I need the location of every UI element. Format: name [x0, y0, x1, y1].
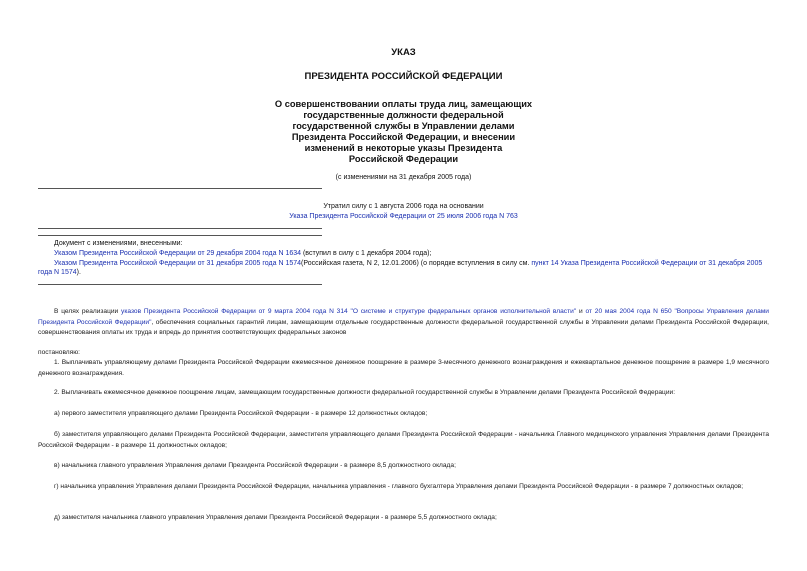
decree-link[interactable]: от 20 мая 2004 года N 650 "Вопросы Управления делами Президента Российской Федерации" [38, 308, 769, 326]
doc-title [0, 99, 807, 165]
divider [38, 235, 322, 236]
title-line: изменений в некоторые указы Президента [304, 143, 503, 153]
amendment-note: ). [76, 269, 81, 277]
amendment-note: (вступил в силу с 1 декабря 2004 года); [301, 250, 432, 257]
divider [38, 228, 322, 229]
doc-type: УКАЗ [391, 47, 416, 58]
paragraph-2: 2. Выплачивать ежемесячное денежное поощрение лицам, замещающим государственные должности федеральной государственной службы в Управлении делами Президента Российской Федерации: [54, 389, 676, 396]
title-line: Президента Российской Федерации, и внесении [291, 132, 516, 142]
title-line: О совершенствовании оплаты труда лиц, замещающих [274, 99, 533, 109]
amendment-note: (Российская газета, N 2, 12.01.2006) (о порядке вступления в силу см. [301, 260, 530, 267]
preamble-text: В целях реализации [54, 308, 122, 315]
clause-a: а) первого заместителя управляющего делами Президента Российской Федерации - в размере 12 должностных окладов; [54, 410, 428, 417]
clause-v: в) начальника главного управления Управления делами Президента Российской Федерации - в размере 8,5 должностного оклада; [54, 462, 456, 469]
decree-word: постановляю: [38, 349, 81, 356]
preamble-text: , обеспечения социальных гарантий лицам, замещающим отдельные государственные должности федеральной государственной службы в Управлении делами Президента Российской Федерации, совершенствования оплаты их труда и впредь до принятия соответствующих федеральных законов [38, 318, 769, 336]
clause-g: г) начальника управления Управления делами Президента Российской Федерации, начальника управления - главного бухгалтера Управления делами Президента Российской Федерации - в размере 7 должностных окладов; [54, 483, 744, 490]
title-line: государственные должности федеральной [303, 110, 504, 120]
decree-link[interactable]: указов Президента Российской Федерации от 9 марта 2004 года N 314 "О системе и структуре федеральных органов исполнительной власти" [121, 308, 577, 315]
preamble [38, 307, 769, 339]
title-line: Российской Федерации [348, 154, 459, 164]
divider [38, 188, 322, 189]
paragraph-1: 1. Выплачивать управляющему делами Президента Российской Федерации ежемесячное денежное поощрение в размере 3-месячного денежного вознаграждения и ежеквартальное денежное поощрение в размере 1,9 месячного денежного вознаграждения. [38, 359, 769, 377]
preamble-text: и [576, 308, 586, 315]
expired-link[interactable]: Указа Президента Российской Федерации от 25 июля 2006 года N 763 [289, 213, 518, 220]
expired-text: Утратил силу с 1 августа 2006 года на основании [323, 203, 484, 210]
title-line: государственной службы в Управлении делами [292, 121, 515, 131]
amendment-link[interactable]: пункт 14 Указа Президента Российской Федерации от 31 декабря 2005 года N 1574 [38, 260, 763, 277]
amendment-link[interactable]: Указом Президента Российской Федерации от 29 декабря 2004 года N 1634 [54, 250, 302, 257]
divider [38, 284, 322, 285]
changes-item-2 [38, 259, 769, 277]
clause-d: д) заместителя начальника главного управления Управления делами Президента Российской Федерации - в размере 5,5 должностного оклада; [54, 514, 497, 521]
clause-b: б) заместителя управляющего делами Президента Российской Федерации, заместителя управляющего делами Президента Российской Федерации - начальника Главного медицинского управления Управления делами Президента Российской Федерации - в размере 11 должностных окладов; [38, 431, 769, 449]
changes-intro: Документ с изменениями, внесенными: [54, 240, 183, 247]
changes-item-1 [54, 249, 774, 258]
issuer: ПРЕЗИДЕНТА РОССИЙСКОЙ ФЕДЕРАЦИИ [304, 71, 503, 82]
amendment-link[interactable]: Указом Президента Российской Федерации от 31 декабря 2005 года N 1574 [54, 260, 302, 267]
amended-note: (с изменениями на 31 декабря 2005 года) [335, 174, 472, 181]
